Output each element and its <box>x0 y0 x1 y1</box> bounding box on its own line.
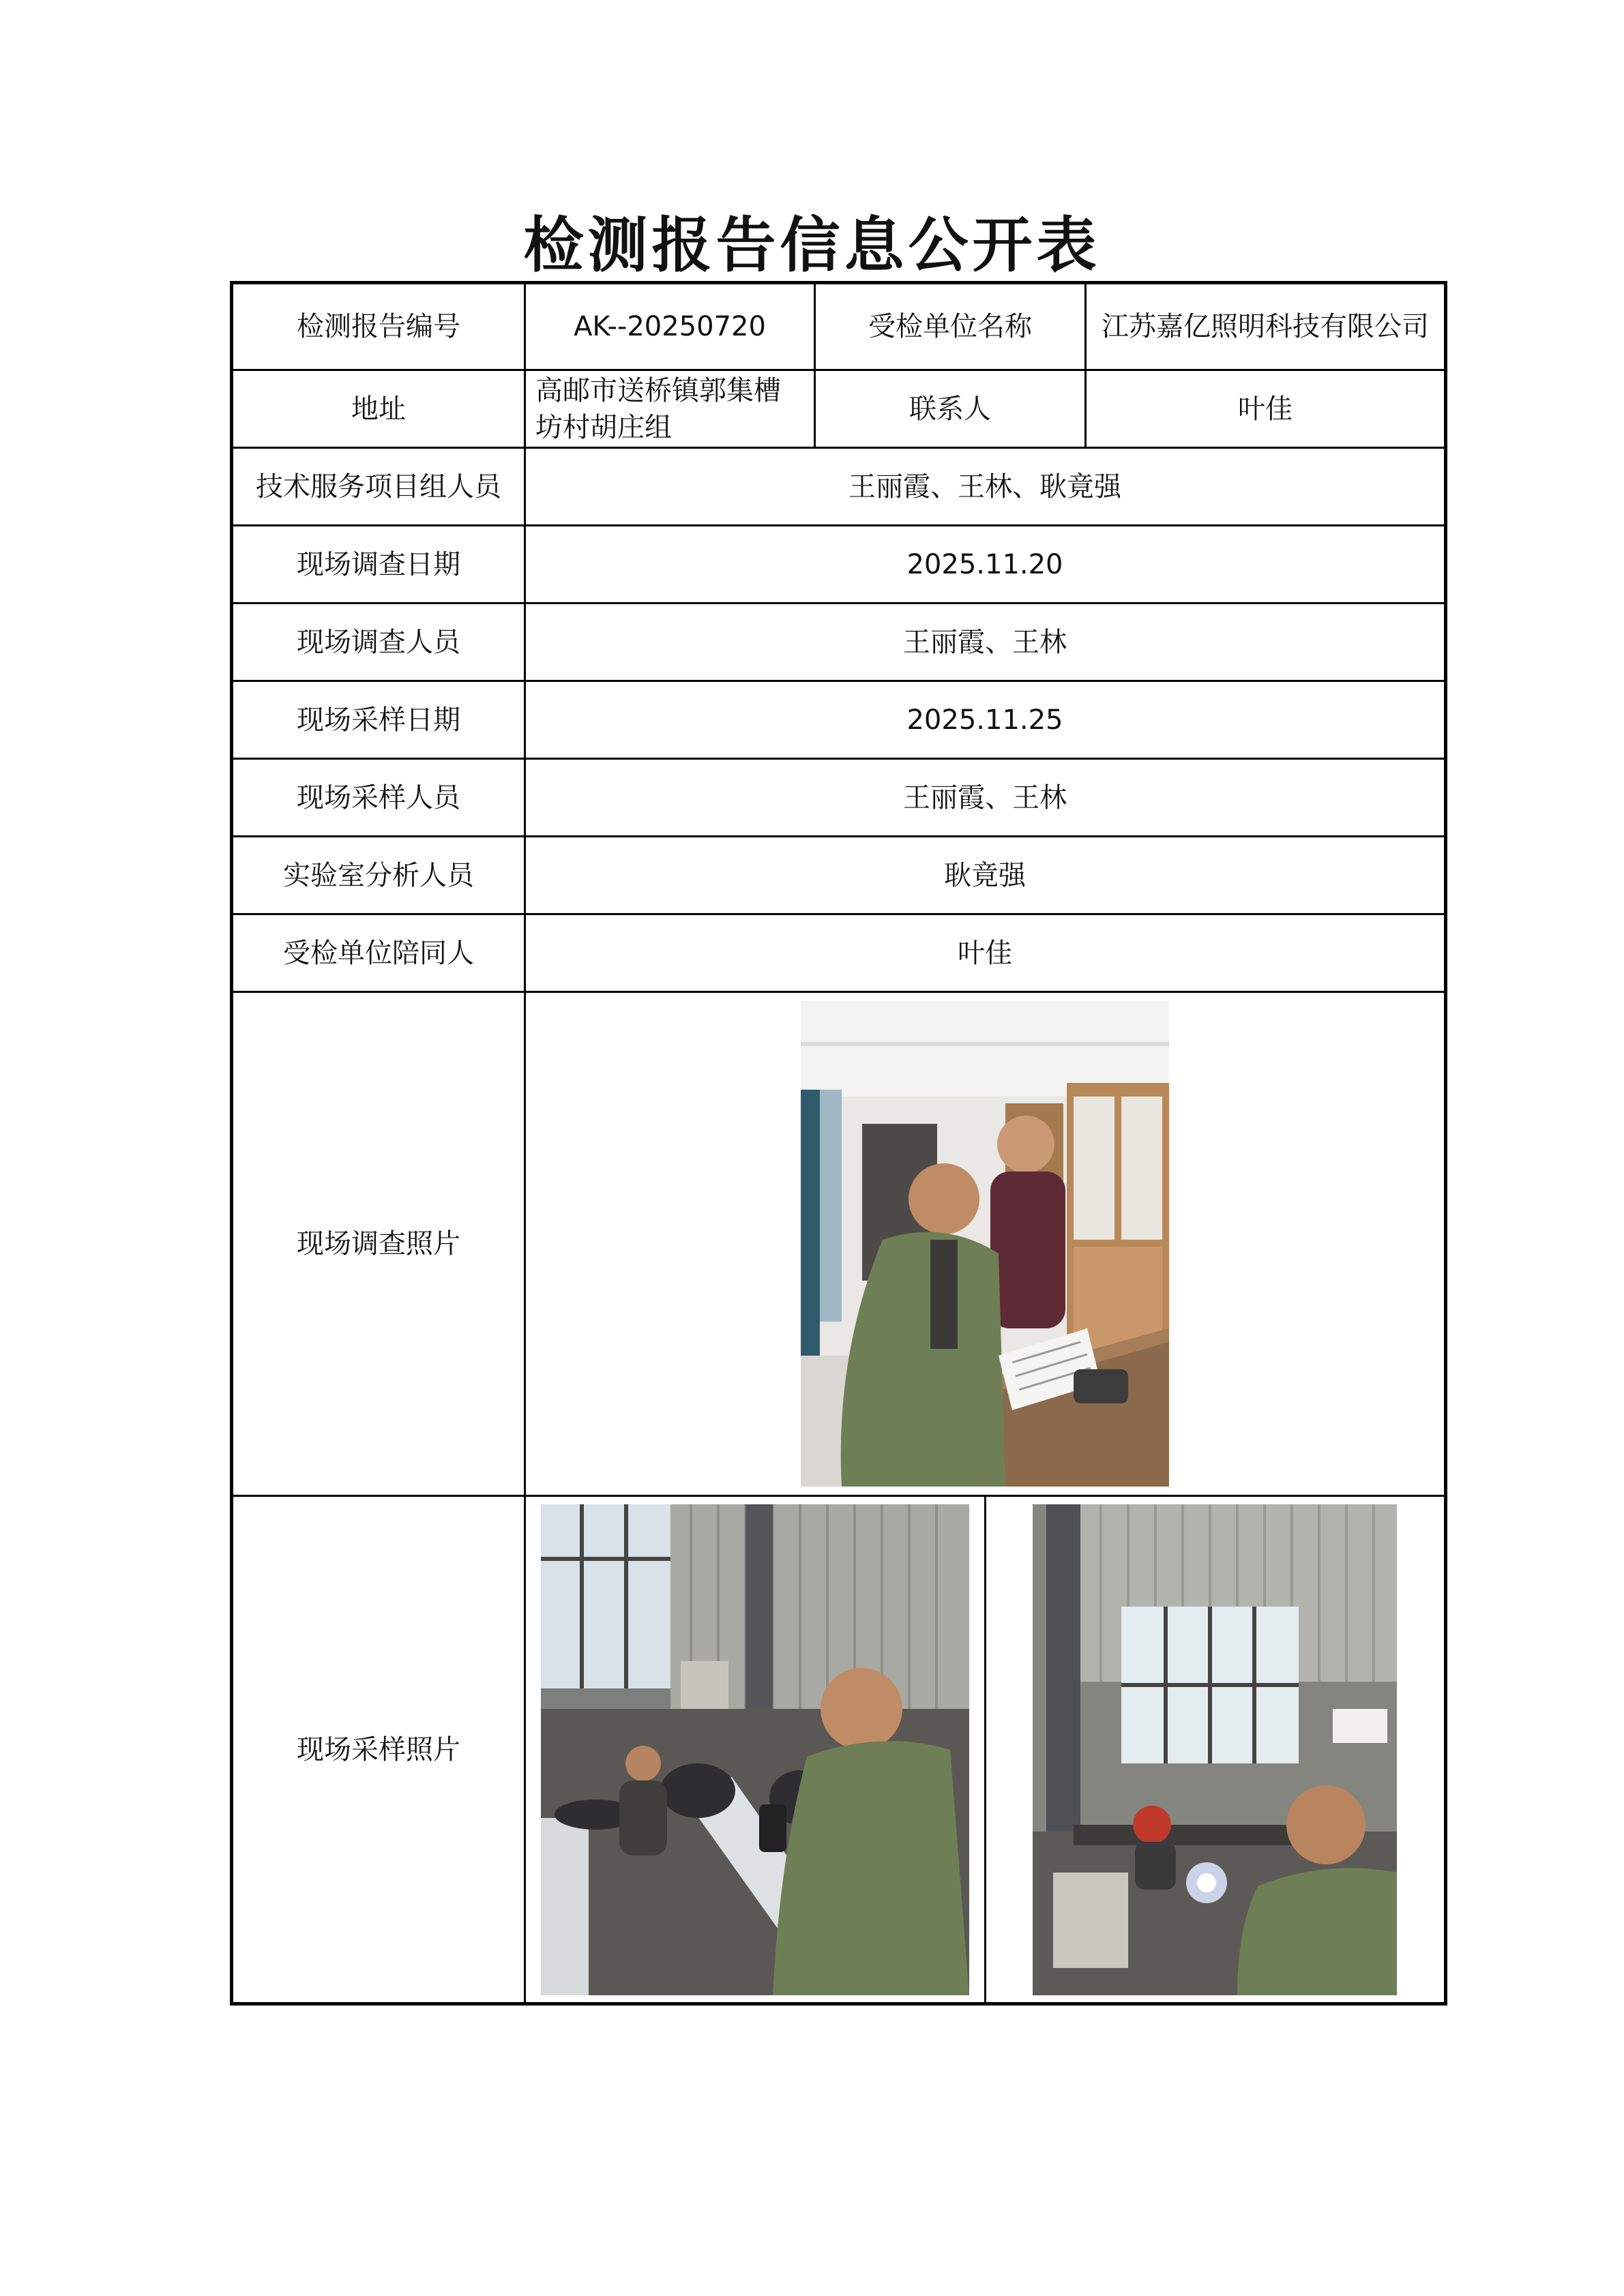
table-row <box>232 992 1446 1496</box>
contact-label: 联系人 <box>815 370 1086 448</box>
sampling-photo-1 <box>541 1504 969 1995</box>
sampling-photo-right-wrap <box>986 1497 1445 2002</box>
table-row <box>232 681 1446 759</box>
sampling-photo-left-wrap <box>526 1497 984 2002</box>
sampling-photo-2 <box>1033 1504 1397 1995</box>
unit-name-value: 江苏嘉亿照明科技有限公司 <box>1086 283 1446 370</box>
contact-value: 叶佳 <box>1086 370 1446 448</box>
table-row <box>232 759 1446 837</box>
sampling-date-value: 2025.11.25 <box>525 681 1446 759</box>
team-label: 技术服务项目组人员 <box>232 448 525 526</box>
sampling-photo-label: 现场采样照片 <box>232 1496 525 2004</box>
survey-date-value: 2025.11.20 <box>525 526 1446 603</box>
page-title: 检测报告信息公开表 <box>523 209 1101 280</box>
report-no-value: AK--20250720 <box>525 283 815 370</box>
escort-value: 叶佳 <box>525 914 1446 992</box>
table-row <box>232 837 1446 914</box>
lab-staff-label: 实验室分析人员 <box>232 837 525 914</box>
survey-photo-cell <box>525 992 1446 1496</box>
table-row <box>232 914 1446 992</box>
table-row <box>232 283 1446 370</box>
survey-photo <box>801 1001 1169 1487</box>
table-row <box>232 370 1446 448</box>
table-row <box>232 1496 1446 2004</box>
escort-label: 受检单位陪同人 <box>232 914 525 992</box>
table-row <box>232 448 1446 526</box>
survey-photo-label: 现场调查照片 <box>232 992 525 1496</box>
survey-date-label: 现场调查日期 <box>232 526 525 603</box>
sampling-photo-cell <box>525 1496 1446 2004</box>
sampling-photo-row <box>526 1497 1444 2002</box>
team-value: 王丽霞、王林、耿竟强 <box>525 448 1446 526</box>
survey-staff-label: 现场调查人员 <box>232 603 525 681</box>
unit-name-label: 受检单位名称 <box>815 283 1086 370</box>
info-table <box>230 281 1447 2006</box>
address-label: 地址 <box>232 370 525 448</box>
sampling-date-label: 现场采样日期 <box>232 681 525 759</box>
sampling-staff-value: 王丽霞、王林 <box>525 759 1446 837</box>
lab-staff-value: 耿竟强 <box>525 837 1446 914</box>
address-value: 高邮市送桥镇郭集槽坊村胡庄组 <box>525 370 815 448</box>
table-row <box>232 526 1446 603</box>
table-row <box>232 603 1446 681</box>
survey-staff-value: 王丽霞、王林 <box>525 603 1446 681</box>
sampling-staff-label: 现场采样人员 <box>232 759 525 837</box>
report-no-label: 检测报告编号 <box>232 283 525 370</box>
